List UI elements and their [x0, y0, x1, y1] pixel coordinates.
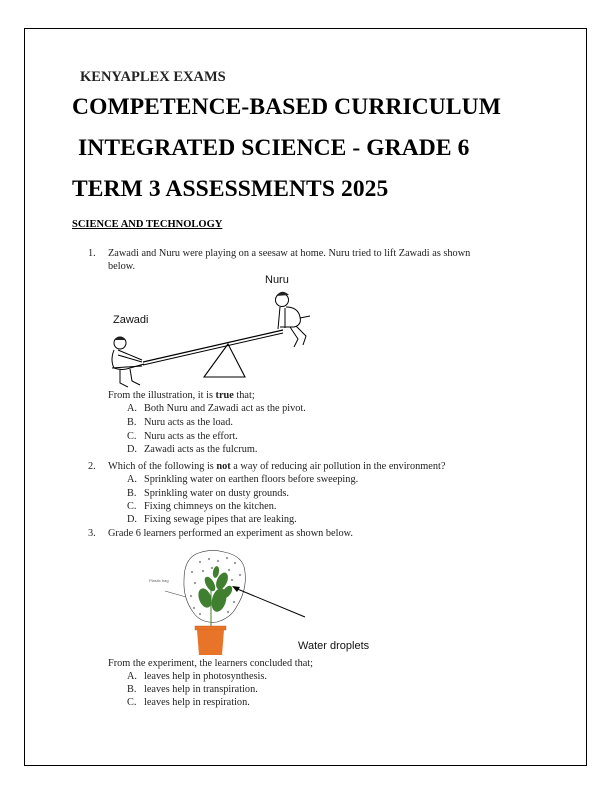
- option-letter: C.: [127, 697, 137, 708]
- option-text: Fixing chimneys on the kitchen.: [144, 501, 277, 512]
- option-letter: A.: [127, 403, 138, 414]
- option-letter: D.: [127, 514, 138, 525]
- option-text: Nuru acts as the effort.: [144, 431, 238, 442]
- option-text: Zawadi acts as the fulcrum.: [144, 444, 258, 455]
- title-term: TERM 3 ASSESSMENTS 2025: [72, 176, 389, 202]
- option-text: leaves help in transpiration.: [144, 684, 258, 695]
- option-letter: A.: [127, 474, 138, 485]
- question-emphasis: not: [216, 461, 231, 472]
- option-letter: C.: [127, 501, 137, 512]
- option-letter: B.: [127, 417, 137, 428]
- stem-emphasis: true: [215, 390, 234, 401]
- question-number: 3.: [88, 528, 96, 539]
- option-letter: B.: [127, 684, 137, 695]
- question-text-part: a way of reducing air pollution in the environment?: [230, 461, 446, 472]
- question-text-part: Which of the following is: [108, 461, 217, 472]
- question-text-line: below.: [108, 261, 136, 272]
- figure-label-plastic-bag: Plastic bag: [149, 578, 169, 583]
- option-letter: A.: [127, 671, 138, 682]
- option-text: Both Nuru and Zawadi act as the pivot.: [144, 403, 306, 414]
- stem-text: From the illustration, it is: [108, 390, 216, 401]
- option-text: Fixing sewage pipes that are leaking.: [144, 514, 297, 525]
- option-text: Nuru acts as the load.: [144, 417, 233, 428]
- option-text: Sprinkling water on dusty grounds.: [144, 488, 290, 499]
- question-text-line: Zawadi and Nuru were playing on a seesaw at home. Nuru tried to lift Zawadi as shown: [108, 248, 471, 259]
- option-letter: B.: [127, 488, 137, 499]
- exam-brand: KENYAPLEX EXAMS: [80, 69, 226, 85]
- question-stem: From the experiment, the learners concluded that;: [108, 658, 314, 669]
- option-text: Sprinkling water on earthen floors before sweeping.: [144, 474, 359, 485]
- stem-text: that;: [233, 390, 255, 401]
- section-heading: SCIENCE AND TECHNOLOGY: [72, 219, 223, 230]
- figure-label-zawadi: Zawadi: [113, 314, 149, 326]
- question-number: 2.: [88, 461, 96, 472]
- figure-label-nuru: Nuru: [265, 274, 289, 286]
- option-letter: C.: [127, 431, 137, 442]
- option-text: leaves help in photosynthesis.: [144, 671, 267, 682]
- option-text: leaves help in respiration.: [144, 697, 250, 708]
- question-text: Grade 6 learners performed an experiment as shown below.: [108, 528, 353, 539]
- title-subject: INTEGRATED SCIENCE - GRADE 6: [78, 135, 470, 161]
- question-number: 1.: [88, 248, 96, 259]
- option-letter: D.: [127, 444, 138, 455]
- figure-label-water-droplets: Water droplets: [298, 640, 370, 652]
- title-curriculum: COMPETENCE-BASED CURRICULUM: [72, 94, 501, 120]
